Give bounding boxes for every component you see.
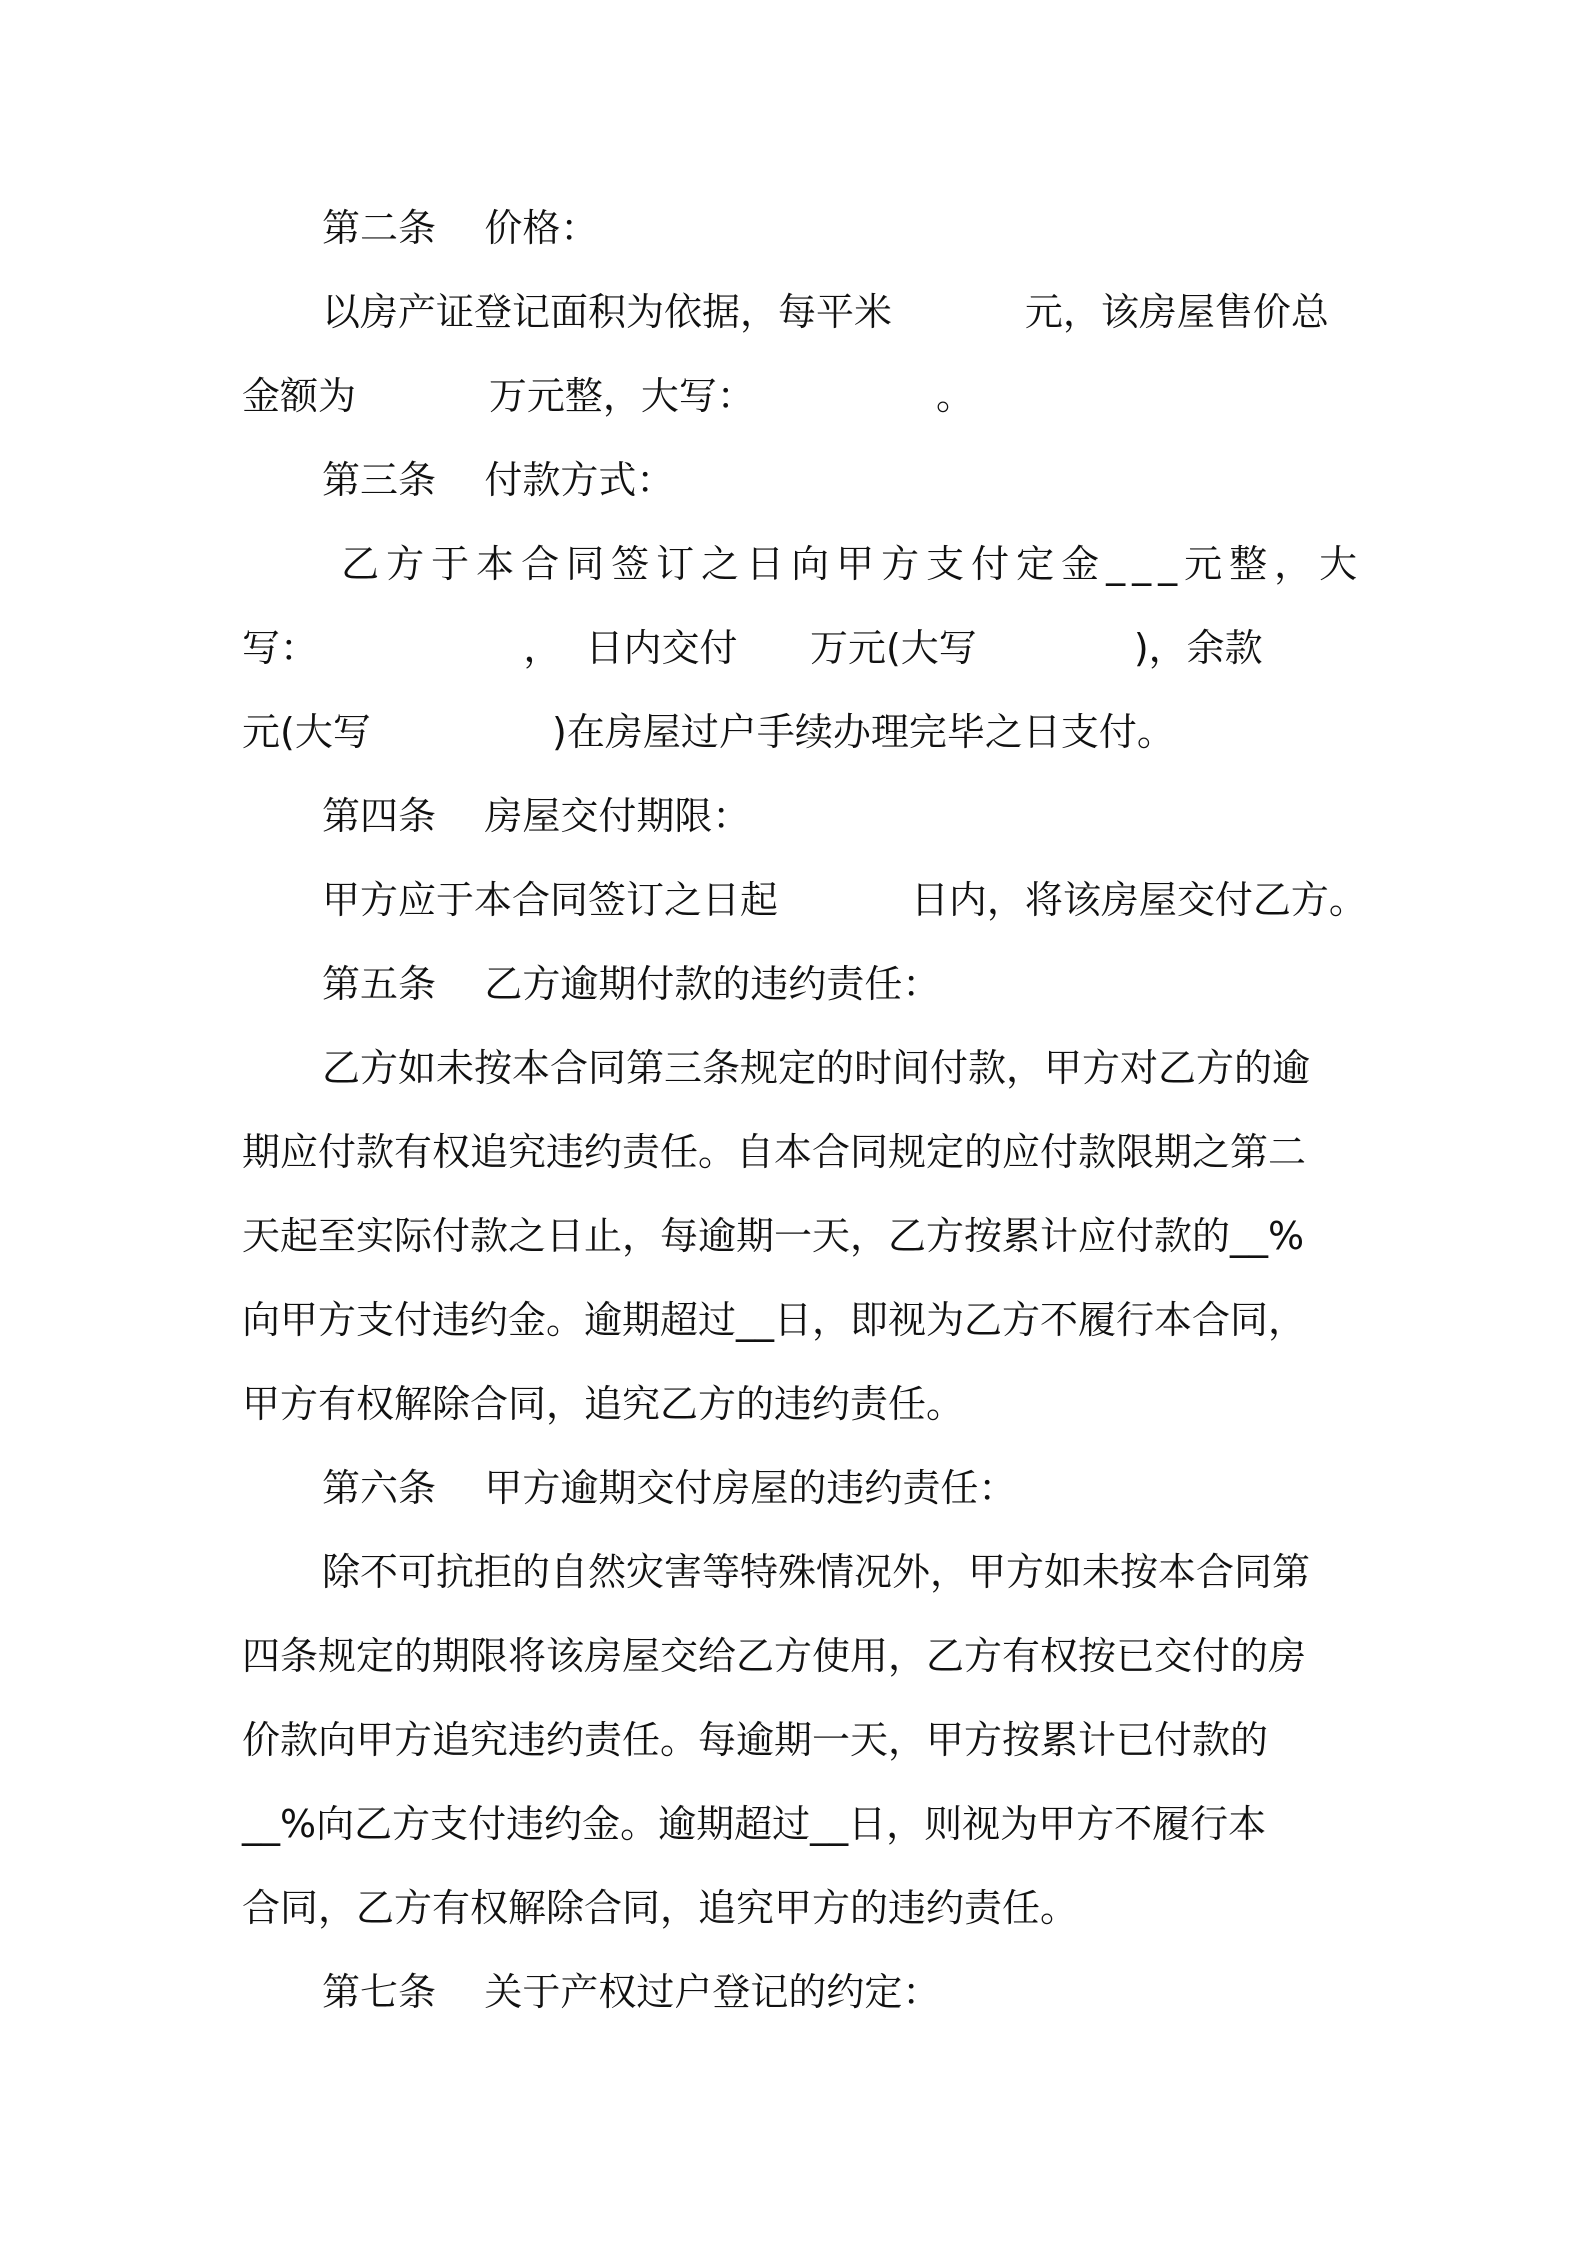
article-2-heading: 第二条 价格：	[322, 206, 599, 250]
article-6-text-line-3: 价款向甲方追究违约责任。每逾期一天，甲方按累计已付款的	[242, 1718, 1269, 1762]
article-5-text-line-5: 甲方有权解除合同，追究乙方的违约责任。	[242, 1382, 965, 1426]
article-5-heading: 第五条 乙方逾期付款的违约责任：	[322, 962, 941, 1006]
article-6-text-line-1: 除不可抗拒的自然灾害等特殊情况外，甲方如未按本合同第	[322, 1550, 1311, 1594]
article-4-text-line-1: 甲方应于本合同签订之日起 日内，将该房屋交付乙方。	[322, 878, 1367, 922]
article-3-text-line-3: 元(大写 )在房屋过户手续办理完毕之日支付。	[242, 710, 1175, 754]
article-5-text-line-4: 向甲方支付违约金。逾期超过__日，即视为乙方不履行本合同，	[242, 1298, 1307, 1342]
article-2-text-line-2: 金额为 万元整，大写： 。	[242, 374, 975, 418]
article-3-heading: 第三条 付款方式：	[322, 458, 675, 502]
article-6-text-line-5: 合同，乙方有权解除合同，追究甲方的违约责任。	[242, 1886, 1079, 1930]
article-6-text-line-4: __%向乙方支付违约金。逾期超过__日，则视为甲方不履行本	[242, 1802, 1267, 1846]
article-5-text-line-1: 乙方如未按本合同第三条规定的时间付款，甲方对乙方的逾	[322, 1046, 1311, 1090]
article-6-text-line-2: 四条规定的期限将该房屋交给乙方使用，乙方有权按已交付的房	[242, 1634, 1307, 1678]
article-3-text-line-1: 乙方于本合同签订之日向甲方支付定金___元整，大	[322, 542, 1365, 586]
article-4-heading: 第四条 房屋交付期限：	[322, 794, 751, 838]
article-3-text-line-2: 写： ， 日内交付 万元(大写 )，余款	[242, 626, 1263, 670]
article-2-text-line-1: 以房产证登记面积为依据，每平米 元，该房屋售价总	[322, 290, 1329, 334]
article-7-heading: 第七条 关于产权过户登记的约定：	[322, 1970, 941, 2014]
article-5-text-line-3: 天起至实际付款之日止，每逾期一天，乙方按累计应付款的__%	[242, 1214, 1305, 1258]
article-6-heading: 第六条 甲方逾期交付房屋的违约责任：	[322, 1466, 1017, 1510]
article-5-text-line-2: 期应付款有权追究违约责任。自本合同规定的应付款限期之第二	[242, 1130, 1307, 1174]
